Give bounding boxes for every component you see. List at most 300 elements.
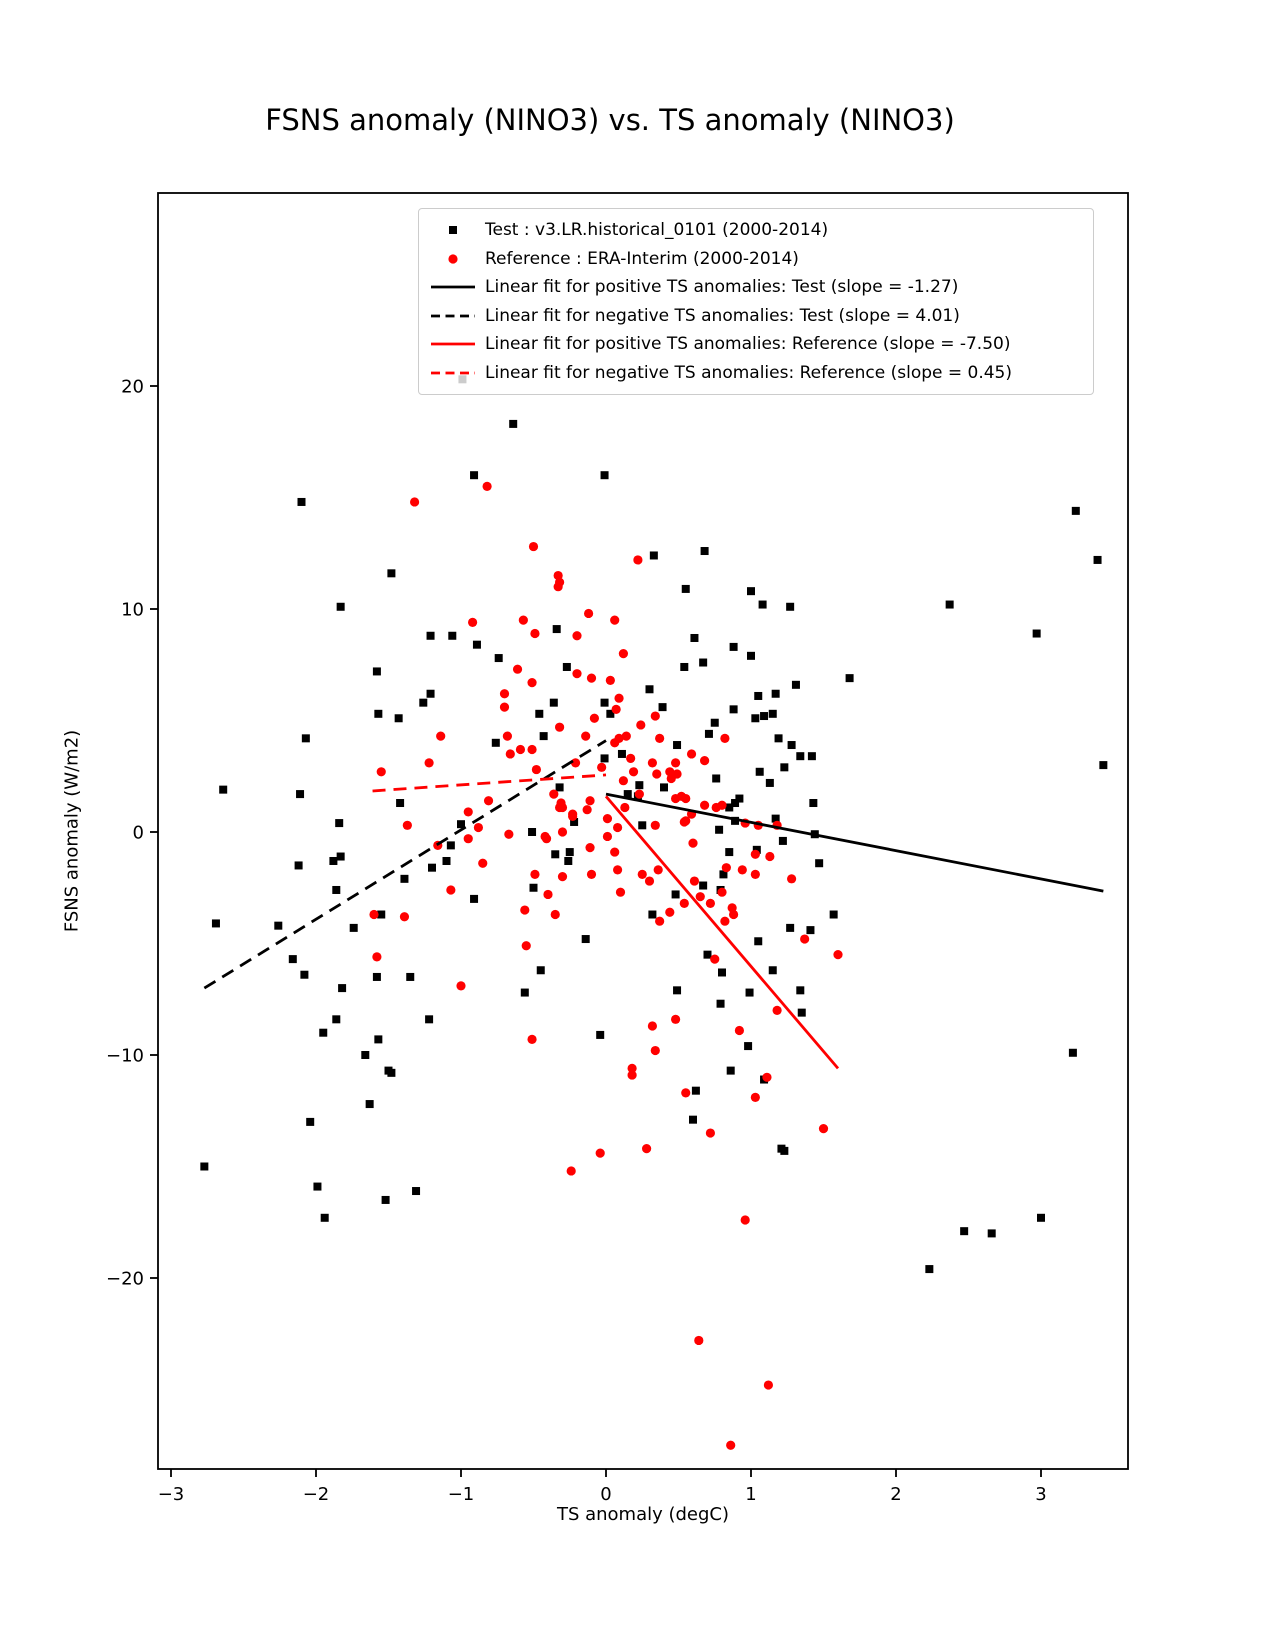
scatter-point-reference	[504, 830, 513, 839]
scatter-point-reference	[372, 952, 381, 961]
scatter-point-reference	[558, 803, 567, 812]
scatter-point-test	[582, 935, 590, 943]
scatter-points	[200, 375, 1107, 1450]
scatter-point-reference	[665, 908, 674, 917]
y-tick-label: −20	[106, 1268, 144, 1290]
scatter-point-reference	[751, 850, 760, 859]
scatter-point-test	[635, 781, 643, 789]
scatter-point-test	[296, 790, 304, 798]
scatter-point-reference	[612, 705, 621, 714]
scatter-point-reference	[667, 774, 676, 783]
scatter-point-reference	[558, 872, 567, 881]
scatter-point-reference	[648, 1021, 657, 1030]
scatter-point-reference	[655, 917, 664, 926]
scatter-point-reference	[543, 890, 552, 899]
scatter-point-reference	[590, 714, 599, 723]
scatter-point-test	[727, 1067, 735, 1075]
scatter-point-test	[759, 601, 767, 609]
x-axis-label: TS anomaly (degC)	[556, 1504, 730, 1525]
scatter-point-test	[338, 984, 346, 992]
scatter-point-test	[756, 768, 764, 776]
scatter-point-reference	[527, 678, 536, 687]
scatter-point-reference	[671, 794, 680, 803]
scatter-point-reference	[787, 874, 796, 883]
scatter-point-reference	[585, 843, 594, 852]
scatter-point-reference	[694, 1336, 703, 1345]
scatter-point-reference	[681, 816, 690, 825]
legend-item-1	[429, 245, 1083, 274]
scatter-point-reference	[377, 767, 386, 776]
scatter-point-reference	[638, 870, 647, 879]
scatter-point-test	[332, 1015, 340, 1023]
scatter-point-test	[350, 924, 358, 932]
scatter-point-reference	[513, 665, 522, 674]
x-tick-label: 3	[1035, 1484, 1047, 1505]
scatter-point-test	[754, 692, 762, 700]
scatter-point-reference	[587, 870, 596, 879]
scatter-point-reference	[610, 847, 619, 856]
scatter-point-test	[335, 819, 343, 827]
scatter-point-reference	[554, 582, 563, 591]
scatter-point-test	[219, 786, 227, 794]
scatter-point-test	[760, 712, 768, 720]
dashed-line-icon	[429, 363, 477, 383]
scatter-point-test	[786, 603, 794, 611]
scatter-point-test	[648, 911, 656, 919]
scatter-point-test	[329, 857, 337, 865]
scatter-point-reference	[619, 776, 628, 785]
legend-item-label: Linear fit for positive TS anomalies: Reference (slope = -7.50)	[485, 334, 1011, 355]
scatter-point-reference	[636, 720, 645, 729]
scatter-point-test	[792, 681, 800, 689]
scatter-point-reference	[436, 732, 445, 741]
scatter-point-test	[412, 1187, 420, 1195]
circle-marker-icon	[429, 249, 477, 269]
dashed-line-icon	[429, 306, 477, 326]
scatter-point-test	[425, 1015, 433, 1023]
scatter-point-test	[650, 551, 658, 559]
scatter-point-reference	[500, 703, 509, 712]
scatter-point-reference	[572, 631, 581, 640]
scatter-point-reference	[474, 823, 483, 832]
fit-line-solid-test	[606, 794, 1103, 891]
scatter-point-test	[705, 730, 713, 738]
scatter-point-reference	[819, 1124, 828, 1133]
scatter-point-reference	[529, 542, 538, 551]
scatter-point-test	[295, 861, 303, 869]
scatter-point-reference	[606, 676, 615, 685]
scatter-point-test	[725, 848, 733, 856]
scatter-point-test	[718, 968, 726, 976]
scatter-point-reference	[603, 814, 612, 823]
scatter-point-test	[960, 1227, 968, 1235]
scatter-point-test	[988, 1229, 996, 1237]
scatter-point-test	[673, 741, 681, 749]
scatter-point-reference	[410, 497, 419, 506]
scatter-point-test	[673, 986, 681, 994]
scatter-point-test	[298, 498, 306, 506]
scatter-point-reference	[720, 917, 729, 926]
scatter-point-reference	[468, 618, 477, 627]
scatter-point-test	[925, 1265, 933, 1273]
scatter-point-reference	[722, 863, 731, 872]
scatter-point-test	[495, 654, 503, 662]
scatter-point-reference	[530, 870, 539, 879]
scatter-point-reference	[555, 723, 564, 732]
scatter-point-test	[448, 632, 456, 640]
scatter-point-test	[564, 857, 572, 865]
scatter-point-test	[443, 857, 451, 865]
scatter-point-reference	[584, 609, 593, 618]
scatter-point-reference	[651, 711, 660, 720]
scatter-point-reference	[478, 859, 487, 868]
legend-item-label: Linear fit for positive TS anomalies: Test (slope = -1.27)	[485, 277, 959, 298]
scatter-point-test	[769, 710, 777, 718]
scatter-point-reference	[587, 674, 596, 683]
scatter-point-test	[492, 739, 500, 747]
x-tick-label: −1	[447, 1484, 475, 1505]
scatter-point-test	[766, 779, 774, 787]
scatter-point-test	[780, 763, 788, 771]
scatter-point-test	[400, 875, 408, 883]
scatter-point-test	[447, 841, 455, 849]
scatter-point-reference	[581, 732, 590, 741]
scatter-point-reference	[680, 899, 689, 908]
scatter-point-test	[289, 955, 297, 963]
scatter-point-test	[690, 634, 698, 642]
scatter-point-test	[701, 547, 709, 555]
scatter-point-reference	[671, 1015, 680, 1024]
scatter-point-test	[313, 1183, 321, 1191]
square-marker-icon	[429, 220, 477, 240]
scatter-point-test	[601, 754, 609, 762]
scatter-point-reference	[522, 941, 531, 950]
scatter-point-test	[373, 973, 381, 981]
legend-item-label: Reference : ERA-Interim (2000-2014)	[485, 248, 799, 269]
legend-item-label: Test : v3.LR.historical_0101 (2000-2014)	[485, 220, 829, 241]
scatter-point-test	[200, 1163, 208, 1171]
scatter-point-reference	[655, 734, 664, 743]
scatter-point-reference	[519, 616, 528, 625]
scatter-point-reference	[516, 745, 525, 754]
scatter-point-test	[704, 951, 712, 959]
scatter-point-test	[530, 884, 538, 892]
scatter-point-reference	[464, 807, 473, 816]
scatter-point-reference	[833, 950, 842, 959]
scatter-point-reference	[681, 1088, 690, 1097]
scatter-point-reference	[572, 669, 581, 678]
scatter-point-test	[672, 890, 680, 898]
scatter-point-test	[550, 699, 558, 707]
scatter-point-reference	[735, 1026, 744, 1035]
scatter-point-reference	[651, 1046, 660, 1055]
scatter-point-test	[374, 1035, 382, 1043]
scatter-point-reference	[773, 1006, 782, 1015]
scatter-point-reference	[688, 839, 697, 848]
scatter-point-reference	[717, 801, 726, 810]
scatter-point-test	[747, 587, 755, 595]
scatter-point-test	[427, 632, 435, 640]
scatter-point-reference	[596, 1149, 605, 1158]
scatter-point-test	[1033, 630, 1041, 638]
scatter-point-reference	[483, 482, 492, 491]
scatter-point-reference	[530, 629, 539, 638]
scatter-point-test	[1069, 1049, 1077, 1057]
scatter-point-test	[659, 703, 667, 711]
scatter-point-reference	[654, 865, 663, 874]
scatter-point-test	[946, 601, 954, 609]
scatter-point-reference	[527, 1035, 536, 1044]
scatter-point-reference	[700, 801, 709, 810]
scatter-point-test	[332, 886, 340, 894]
scatter-point-reference	[425, 758, 434, 767]
scatter-point-reference	[628, 1070, 637, 1079]
scatter-point-test	[537, 966, 545, 974]
scatter-point-test	[387, 569, 395, 577]
scatter-point-test	[337, 603, 345, 611]
scatter-point-reference	[610, 738, 619, 747]
scatter-point-test	[618, 750, 626, 758]
scatter-point-test	[1094, 556, 1102, 564]
scatter-point-test	[712, 774, 720, 782]
scatter-point-test	[730, 643, 738, 651]
scatter-point-test	[382, 1196, 390, 1204]
legend	[418, 208, 1094, 395]
legend-item-2	[429, 273, 1083, 302]
scatter-point-reference	[738, 865, 747, 874]
legend-item-5	[429, 359, 1083, 388]
scatter-point-reference	[651, 821, 660, 830]
scatter-point-test	[808, 752, 816, 760]
scatter-point-reference	[681, 794, 690, 803]
scatter-point-reference	[706, 899, 715, 908]
scatter-point-reference	[741, 1215, 750, 1224]
scatter-point-test	[321, 1214, 329, 1222]
scatter-point-test	[395, 714, 403, 722]
scatter-point-test	[746, 989, 754, 997]
scatter-point-test	[682, 585, 690, 593]
scatter-point-test	[596, 1031, 604, 1039]
scatter-point-reference	[532, 765, 541, 774]
scatter-point-reference	[613, 865, 622, 874]
y-tick-label: 0	[132, 822, 144, 844]
scatter-point-test	[319, 1029, 327, 1037]
scatter-point-reference	[614, 694, 623, 703]
scatter-point-reference	[800, 934, 809, 943]
scatter-point-test	[788, 741, 796, 749]
scatter-point-test	[535, 710, 543, 718]
scatter-point-test	[528, 828, 536, 836]
scatter-point-test	[470, 895, 478, 903]
scatter-point-test	[553, 625, 561, 633]
y-axis-label: FSNS anomaly (W/m2)	[61, 729, 83, 933]
scatter-point-test	[769, 966, 777, 974]
x-tick-label: 0	[600, 1484, 612, 1505]
legend-item-3	[429, 302, 1083, 331]
scatter-point-test	[306, 1118, 314, 1126]
scatter-point-test	[779, 837, 787, 845]
legend-item-0	[429, 216, 1083, 245]
scatter-point-reference	[717, 888, 726, 897]
scatter-point-reference	[671, 758, 680, 767]
scatter-point-test	[638, 821, 646, 829]
fit-line-dashed-reference	[373, 775, 606, 791]
scatter-point-reference	[558, 827, 567, 836]
legend-item-label: Linear fit for negative TS anomalies: Reference (slope = 0.45)	[485, 362, 1012, 383]
scatter-point-test	[660, 783, 668, 791]
scatter-point-reference	[500, 689, 509, 698]
scatter-point-reference	[506, 749, 515, 758]
legend-item-label: Linear fit for negative TS anomalies: Test (slope = 4.01)	[485, 305, 960, 326]
scatter-point-test	[1099, 761, 1107, 769]
scatter-point-reference	[464, 834, 473, 843]
scatter-point-reference	[633, 555, 642, 564]
scatter-point-reference	[597, 763, 606, 772]
scatter-point-reference	[503, 732, 512, 741]
scatter-point-reference	[710, 955, 719, 964]
scatter-point-test	[796, 986, 804, 994]
scatter-point-test	[754, 937, 762, 945]
scatter-point-reference	[762, 1073, 771, 1082]
scatter-point-reference	[652, 769, 661, 778]
scatter-point-reference	[751, 1093, 760, 1102]
scatter-point-test	[680, 663, 688, 671]
scatter-point-test	[699, 659, 707, 667]
scatter-point-test	[509, 420, 517, 428]
scatter-point-test	[806, 926, 814, 934]
scatter-point-test	[302, 734, 310, 742]
axis-ticks	[106, 377, 1047, 1506]
scatter-point-reference	[690, 876, 699, 885]
scatter-point-test	[387, 1069, 395, 1077]
scatter-point-test	[751, 714, 759, 722]
scatter-point-test	[780, 1147, 788, 1155]
series-reference	[369, 482, 842, 1450]
scatter-point-test	[551, 850, 559, 858]
scatter-point-reference	[648, 758, 657, 767]
scatter-point-reference	[520, 905, 529, 914]
scatter-point-reference	[622, 732, 631, 741]
scatter-point-test	[374, 710, 382, 718]
scatter-point-reference	[585, 796, 594, 805]
scatter-point-reference	[551, 910, 560, 919]
scatter-point-reference	[568, 810, 577, 819]
legend-item-4	[429, 330, 1083, 359]
scatter-point-test	[730, 705, 738, 713]
scatter-point-test	[1072, 507, 1080, 515]
scatter-point-reference	[720, 734, 729, 743]
x-tick-label: −2	[302, 1484, 330, 1505]
scatter-point-reference	[613, 823, 622, 832]
scatter-point-test	[711, 719, 719, 727]
y-tick-label: 10	[121, 599, 144, 621]
scatter-point-reference	[645, 876, 654, 885]
scatter-point-reference	[610, 616, 619, 625]
y-tick-label: −10	[106, 1045, 144, 1067]
scatter-point-test	[796, 752, 804, 760]
scatter-point-test	[775, 734, 783, 742]
scatter-point-reference	[527, 745, 536, 754]
solid-line-icon	[429, 277, 477, 297]
scatter-point-reference	[583, 805, 592, 814]
scatter-point-test	[830, 911, 838, 919]
scatter-point-reference	[567, 1166, 576, 1175]
scatter-point-reference	[484, 796, 493, 805]
scatter-point-test	[1037, 1214, 1045, 1222]
scatter-point-reference	[729, 910, 738, 919]
scatter-point-test	[786, 924, 794, 932]
scatter-point-test	[563, 663, 571, 671]
scatter-point-reference	[446, 885, 455, 894]
scatter-point-test	[337, 853, 345, 861]
scatter-point-test	[717, 1000, 725, 1008]
scatter-point-test	[556, 783, 564, 791]
scatter-point-reference	[687, 749, 696, 758]
scatter-point-test	[772, 690, 780, 698]
scatter-point-reference	[620, 803, 629, 812]
scatter-point-test	[419, 699, 427, 707]
scatter-point-test	[473, 641, 481, 649]
scatter-point-test	[744, 1042, 752, 1050]
scatter-point-test	[809, 799, 817, 807]
scatter-point-reference	[400, 912, 409, 921]
scatter-point-reference	[764, 1380, 773, 1389]
scatter-point-test	[521, 989, 529, 997]
scatter-point-test	[689, 1116, 697, 1124]
scatter-point-reference	[619, 649, 628, 658]
scatter-point-reference	[616, 888, 625, 897]
scatter-point-test	[601, 699, 609, 707]
scatter-point-reference	[626, 754, 635, 763]
scatter-point-test	[361, 1051, 369, 1059]
scatter-point-reference	[700, 756, 709, 765]
scatter-point-test	[470, 471, 478, 479]
scatter-point-reference	[696, 892, 705, 901]
fit-line-solid-reference	[606, 796, 838, 1068]
scatter-point-test	[406, 973, 414, 981]
scatter-point-test	[731, 799, 739, 807]
scatter-point-reference	[456, 981, 465, 990]
scatter-point-test	[274, 922, 282, 930]
scatter-point-reference	[635, 789, 644, 798]
chart-title: FSNS anomaly (NINO3) vs. TS anomaly (NINO3)	[265, 103, 955, 137]
scatter-point-reference	[726, 1441, 735, 1450]
x-tick-label: −3	[157, 1484, 185, 1505]
scatter-point-reference	[369, 910, 378, 919]
solid-line-icon	[429, 334, 477, 354]
scatter-point-reference	[629, 767, 638, 776]
scatter-point-test	[699, 882, 707, 890]
scatter-point-reference	[549, 789, 558, 798]
x-tick-label: 2	[890, 1484, 902, 1505]
scatter-point-test	[540, 732, 548, 740]
scatter-point-test	[747, 652, 755, 660]
scatter-point-test	[646, 685, 654, 693]
scatter-point-reference	[765, 852, 774, 861]
scatter-point-reference	[706, 1128, 715, 1137]
scatter-point-test	[366, 1100, 374, 1108]
scatter-point-test	[428, 864, 436, 872]
scatter-point-test	[212, 919, 220, 927]
scatter-point-test	[846, 674, 854, 682]
scatter-point-test	[427, 690, 435, 698]
scatter-point-reference	[642, 1144, 651, 1153]
scatter-point-reference	[403, 821, 412, 830]
scatter-point-test	[715, 826, 723, 834]
scatter-point-test	[692, 1087, 700, 1095]
scatter-point-test	[566, 848, 574, 856]
scatter-point-reference	[542, 834, 551, 843]
